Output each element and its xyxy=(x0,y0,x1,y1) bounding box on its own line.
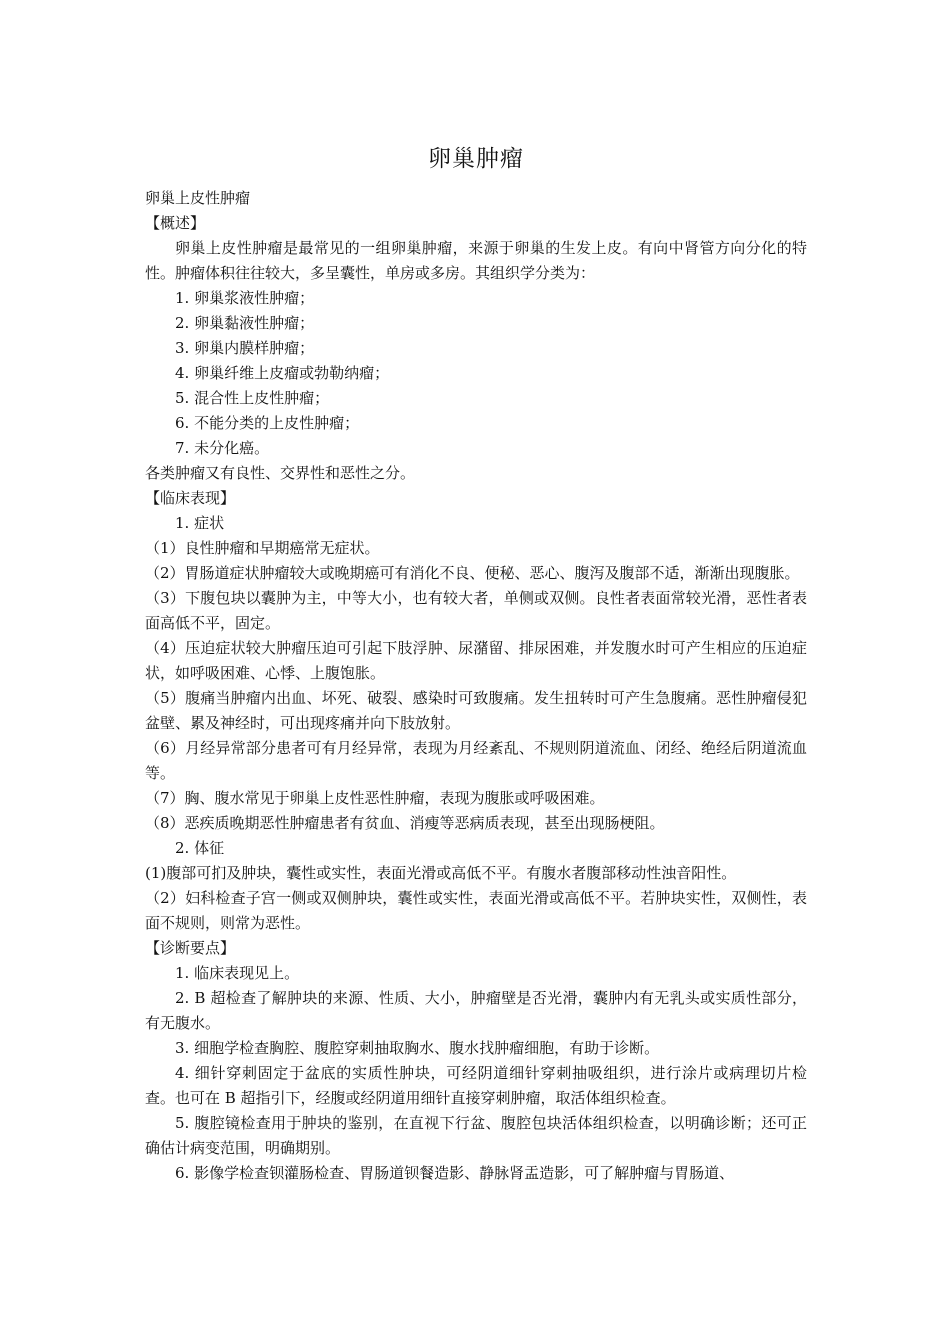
document-page xyxy=(145,142,807,1186)
overview-closing: 各类肿瘤又有良性、交界性和恶性之分。 xyxy=(145,464,416,482)
type-item: 6. 不能分类的上皮性肿瘤； xyxy=(175,414,360,432)
sign-item: （2）妇科检查子宫一侧或双侧肿块，囊性或实性，表面光滑或高低不平。若肿块实性，双侧性，表面不规则，则常为恶性。 xyxy=(145,889,807,932)
signs-heading: 2. 体征 xyxy=(175,839,225,857)
overview-intro: 卵巢上皮性肿瘤是最常见的一组卵巢肿瘤，来源于卵巢的生发上皮。有向中肾管方向分化的特性。肿瘤体积往往较大，多呈囊性，单房或多房。其组织学分类为： xyxy=(145,239,807,282)
document-title: 卵巢肿瘤 xyxy=(428,146,524,172)
symptom-item: （1）良性肿瘤和早期癌常无症状。 xyxy=(145,539,380,557)
symptom-item: （4）压迫症状较大肿瘤压迫可引起下肢浮肿、尿潴留、排尿困难，并发腹水时可产生相应的压迫症状，如呼吸困难、心悸、上腹饱胀。 xyxy=(145,639,807,682)
symptom-item: （7）胸、腹水常见于卵巢上皮性恶性肿瘤，表现为腹胀或呼吸困难。 xyxy=(145,789,605,807)
symptoms-heading: 1. 症状 xyxy=(175,514,225,532)
diagnosis-point: 1. 临床表现见上。 xyxy=(175,964,300,982)
symptom-item: （8）恶疾质晚期恶性肿瘤患者有贫血、消瘦等恶病质表现，甚至出现肠梗阻。 xyxy=(145,814,665,832)
diagnosis-heading: 【诊断要点】 xyxy=(145,939,236,957)
overview-heading: 【概述】 xyxy=(145,214,206,232)
diagnosis-point: 4. 细针穿刺固定于盆底的实质性肿块，可经阴道细针穿刺抽吸组织，进行涂片或病理切片检查。也可在 B 超指引下，经腹或经阴道用细针直接穿刺肿瘤，取活体组织检查。 xyxy=(145,1064,807,1107)
type-item: 3. 卵巢内膜样肿瘤； xyxy=(175,339,315,357)
diagnosis-point: 6. 影像学检查钡灌肠检查、胃肠道钡餐造影、静脉肾盂造影，可了解肿瘤与胃肠道、 xyxy=(175,1164,735,1182)
type-item: 7. 未分化癌。 xyxy=(175,439,270,457)
symptom-item: （2）胃肠道症状肿瘤较大或晚期癌可有消化不良、便秘、恶心、腹泻及腹部不适，渐渐出现腹胀。 xyxy=(145,564,800,582)
sign-item: (1)腹部可扪及肿块，囊性或实性，表面光滑或高低不平。有腹水者腹部移动性浊音阳性。 xyxy=(145,864,737,882)
diagnosis-point: 2. B 超检查了解肿块的来源、性质、大小，肿瘤壁是否光滑，囊肿内有无乳头或实质性部分，有无腹水。 xyxy=(145,989,807,1032)
subtitle: 卵巢上皮性肿瘤 xyxy=(145,189,251,207)
symptom-item: （6）月经异常部分患者可有月经异常，表现为月经紊乱、不规则阴道流血、闭经、绝经后阴道流血等。 xyxy=(145,739,807,782)
diagnosis-point: 3. 细胞学检查胸腔、腹腔穿刺抽取胸水、腹水找肿瘤细胞，有助于诊断。 xyxy=(175,1039,660,1057)
type-item: 2. 卵巢黏液性肿瘤； xyxy=(175,314,315,332)
diagnosis-point: 5. 腹腔镜检查用于肿块的鉴别，在直视下行盆、腹腔包块活体组织检查，以明确诊断；还可正确估计病变范围，明确期别。 xyxy=(145,1114,807,1157)
clinical-heading: 【临床表现】 xyxy=(145,489,236,507)
type-item: 1. 卵巢浆液性肿瘤； xyxy=(175,289,315,307)
symptom-item: （3）下腹包块以囊肿为主，中等大小，也有较大者，单侧或双侧。良性者表面常较光滑，恶性者表面高低不平，固定。 xyxy=(145,589,807,632)
symptom-item: （5）腹痛当肿瘤内出血、坏死、破裂、感染时可致腹痛。发生扭转时可产生急腹痛。恶性肿瘤侵犯盆壁、累及神经时，可出现疼痛并向下肢放射。 xyxy=(145,689,807,732)
type-item: 4. 卵巢纤维上皮瘤或勃勒纳瘤； xyxy=(175,364,390,382)
type-item: 5. 混合性上皮性肿瘤； xyxy=(175,389,330,407)
